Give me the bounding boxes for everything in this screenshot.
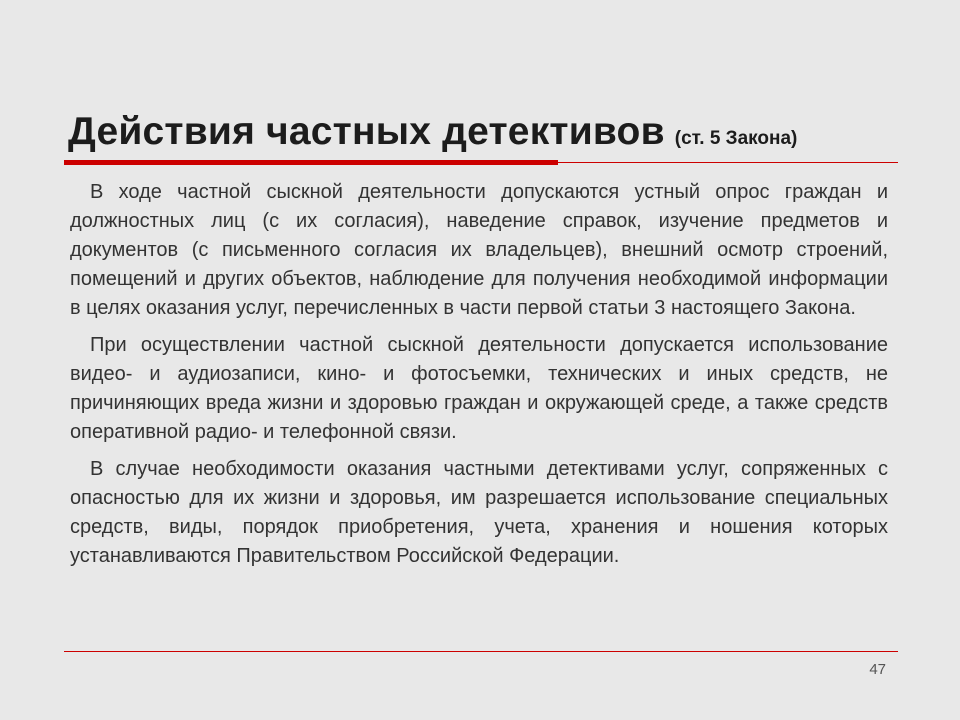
slide-body [70, 178, 888, 579]
footer-divider [64, 651, 898, 652]
title-subtitle: (ст. 5 Закона) [674, 128, 798, 149]
slide-title [68, 110, 797, 154]
paragraph-1: В ходе частной сыскной деятельности допускаются устный опрос граждан и должностных лиц (с их согласия), наведение справок, изучение предметов и документов (с письменного согласия их владельцев), внешний осмотр строений, помещений и других объектов, наблюдение для получения необходимой информации в целях оказания услуг, перечисленных в части первой статьи 3 настоящего Закона. [70, 181, 888, 319]
title-main: Действия частных детективов [68, 110, 665, 153]
paragraph-3: В случае необходимости оказания частными детективами услуг, сопряженных с опасностью для их жизни и здоровья, им разрешается использование специальных средств, виды, порядок приобретения, учета, хранения и ношения которых устанавливаются Правительством Российской Федерации. [70, 458, 888, 567]
page-number: 47 [869, 661, 886, 678]
title-underline-thin [64, 162, 898, 163]
paragraph-2: При осуществлении частной сыскной деятельности допускается использование видео- и аудиозаписи, кино- и фотосъемки, технических и иных средств, не причиняющих вреда жизни и здоровью граждан и окружающей среде, а также средств оперативной радио- и телефонной связи. [70, 334, 888, 443]
